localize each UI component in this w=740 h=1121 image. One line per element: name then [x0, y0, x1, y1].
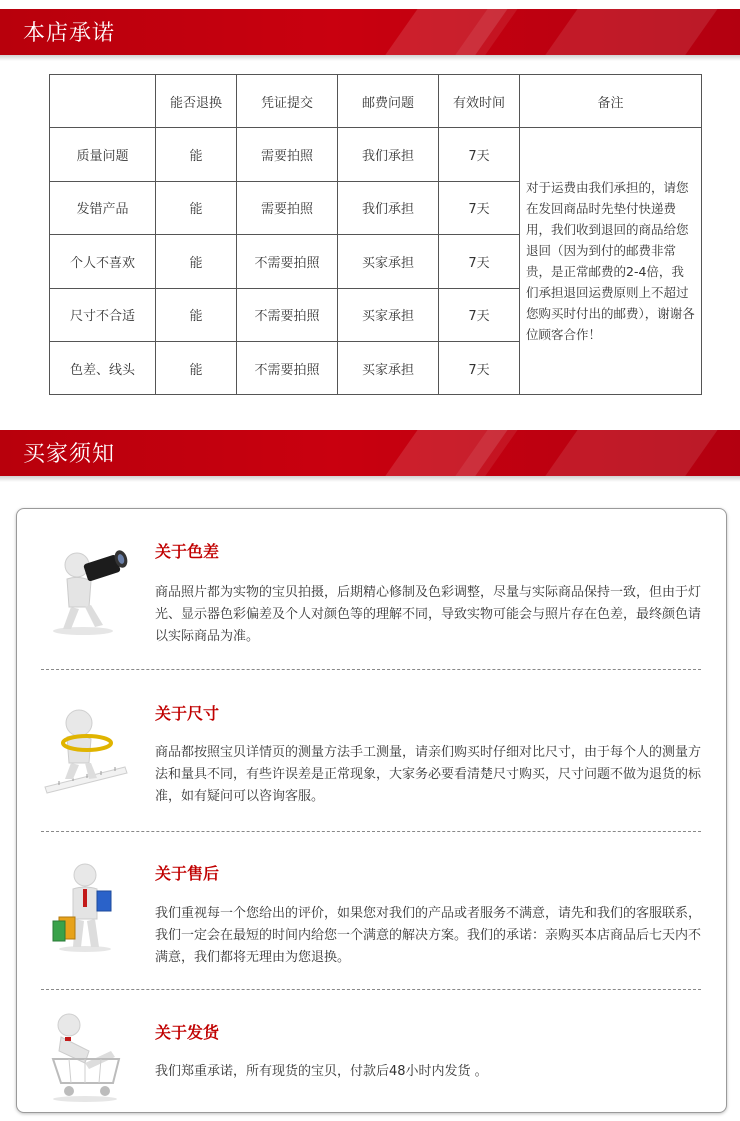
table-cell: 需要拍照 [237, 181, 338, 234]
table-cell: 7天 [439, 341, 520, 394]
notice-heading: 关于售后 [155, 864, 220, 883]
header-cell [50, 75, 156, 128]
divider [41, 989, 701, 990]
table-cell: 能 [156, 341, 237, 394]
table-cell: 个人不喜欢 [50, 235, 156, 288]
table-cell: 发错产品 [50, 181, 156, 234]
table-row [50, 128, 702, 181]
table-cell: 7天 [439, 181, 520, 234]
table-cell: 色差、线头 [50, 341, 156, 394]
divider [41, 831, 701, 832]
header-cell: 备注 [520, 75, 702, 128]
photographer-figure-icon [39, 545, 131, 637]
table-cell: 质量问题 [50, 128, 156, 181]
table-cell: 能 [156, 235, 237, 288]
promise-banner [0, 9, 740, 55]
notice-heading: 关于色差 [155, 542, 220, 561]
table-cell: 7天 [439, 128, 520, 181]
table-cell: 7天 [439, 288, 520, 341]
header-cell: 凭证提交 [237, 75, 338, 128]
shopping-bags-figure-icon [39, 861, 131, 953]
table-cell: 7天 [439, 235, 520, 288]
table-cell: 不需要拍照 [237, 235, 338, 288]
table-cell: 不需要拍照 [237, 341, 338, 394]
header-cell: 有效时间 [439, 75, 520, 128]
table-cell: 我们承担 [338, 181, 439, 234]
shopping-cart-figure-icon [39, 1011, 131, 1103]
notice-banner [0, 430, 740, 476]
notice-body: 商品照片都为实物的宝贝拍摄，后期精心修制及色彩调整，尽量与实际商品保持一致，但由于灯光、显示器色彩偏差及个人对颜色等的理解不同，导致实物可能会与照片存在色差，最终颜色请以实际商品为准。 [155, 585, 702, 644]
notice-heading: 关于尺寸 [155, 704, 220, 723]
table-cell: 能 [156, 181, 237, 234]
promise-title: 本店承诺 [23, 21, 116, 46]
measuring-tape-figure-icon [39, 703, 131, 795]
table-cell: 买家承担 [338, 235, 439, 288]
table-cell: 能 [156, 288, 237, 341]
header-cell: 能否退换 [156, 75, 237, 128]
notice-card [16, 508, 727, 1113]
table-cell: 不需要拍照 [237, 288, 338, 341]
table-cell: 我们承担 [338, 128, 439, 181]
table-cell: 尺寸不合适 [50, 288, 156, 341]
notice-body: 商品都按照宝贝详情页的测量方法手工测量，请亲们购买时仔细对比尺寸，由于每个人的测量方法和量具不同，有些许误差是正常现象，大家务必要看清楚尺寸购买，尺寸问题不做为退货的标准，如有疑问可以咨询客服。 [155, 745, 702, 804]
table-cell: 买家承担 [338, 341, 439, 394]
header-cell: 邮费问题 [338, 75, 439, 128]
table-cell: 能 [156, 128, 237, 181]
table-cell: 买家承担 [338, 288, 439, 341]
notice-body: 我们郑重承诺，所有现货的宝贝，付款后48小时内发货 。 [155, 1064, 488, 1079]
notice-body: 我们重视每一个您给出的评价，如果您对我们的产品或者服务不满意，请先和我们的客服联系，我们一定会在最短的时间内给您一个满意的解决方案。我们的承诺：亲购买本店商品后七天内不满意，我们都将无理由为您退换。 [155, 906, 702, 965]
notice-title: 买家须知 [23, 442, 116, 467]
note-cell: 对于运费由我们承担的，请您在发回商品时先垫付快递费用，我们收到退回的商品给您退回（因为到付的邮费非常贵，是正常邮费的2-4倍，我们承担退回运费原则上不超过您购买时付出的邮费），谢谢各位顾客合作！ [520, 128, 702, 395]
promise-table [49, 74, 702, 395]
notice-heading: 关于发货 [155, 1023, 220, 1042]
table-cell: 需要拍照 [237, 128, 338, 181]
table-header-row [50, 75, 702, 128]
divider [41, 669, 701, 670]
